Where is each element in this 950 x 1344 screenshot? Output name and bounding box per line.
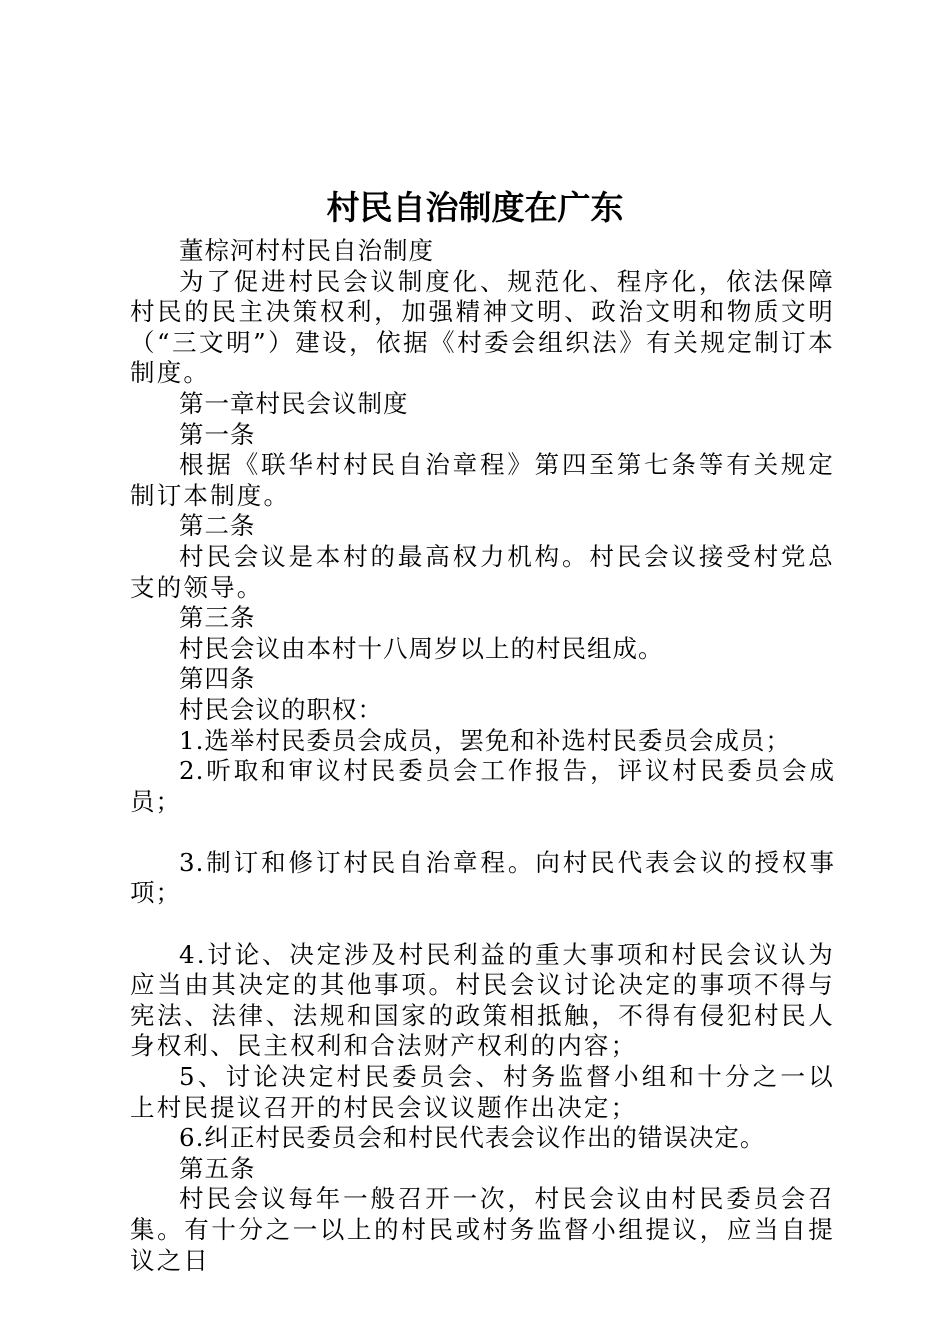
blank-line — [130, 817, 835, 848]
article-heading-4: 第四条 — [179, 664, 256, 694]
article-heading-5: 第五条 — [179, 1153, 256, 1183]
article-heading-3: 第三条 — [179, 603, 256, 633]
list-item-3: 3.制订和修订村民自治章程。向村民代表会议的授权事项； — [130, 847, 835, 908]
list-item-4: 4.讨论、决定涉及村民利益的重大事项和村民会议认为应当由其决定的其他事项。村民会议讨论决定的事项不得与宪法、法律、法规和国家的政策相抵触，不得有侵犯村民人身权利、民主权利和合法财产权利的内容； — [130, 939, 835, 1061]
blank-line — [130, 909, 835, 940]
list-item-2: 2.听取和审议村民委员会工作报告，评议村民委员会成员； — [130, 756, 835, 816]
list-item-1: 1.选举村民委员会成员，罢免和补选村民委员会成员； — [179, 725, 791, 755]
list-item-6: 6.纠正村民委员会和村民代表会议作出的错误决定。 — [179, 1123, 766, 1153]
article-text-4: 村民会议的职权： — [179, 694, 383, 724]
document-title: 村民自治制度在广东 — [326, 188, 624, 227]
article-text-5: 村民会议每年一般召开一次，村民会议由村民委员会召集。有十分之一以上的村民或村务监督小组提议，应当自提议之日 — [130, 1184, 835, 1275]
paragraph-subtitle: 董棕河村村民自治制度 — [179, 236, 434, 265]
article-heading-2: 第二条 — [179, 511, 256, 541]
article-text-2: 村民会议是本村的最高权力机构。村民会议接受村党总支的领导。 — [130, 541, 835, 602]
article-text-3: 村民会议由本村十八周岁以上的村民组成。 — [179, 633, 664, 663]
article-text-1: 根据《联华村村民自治章程》第四至第七条等有关规定制订本制度。 — [130, 450, 835, 510]
chapter-heading: 第一章村民会议制度 — [179, 388, 409, 418]
list-item-5: 5、讨论决定村民委员会、村务监督小组和十分之一以上村民提议召开的村民会议议题作出决定； — [130, 1062, 835, 1122]
paragraph-preamble: 为了促进村民会议制度化、规范化、程序化，依法保障村民的民主决策权利，加强精神文明、政治文明和物质文明（“三文明”）建设，依据《村委会组织法》有关规定制订本制度。 — [130, 266, 835, 388]
article-heading-1: 第一条 — [179, 419, 256, 449]
document-body — [130, 236, 835, 1276]
